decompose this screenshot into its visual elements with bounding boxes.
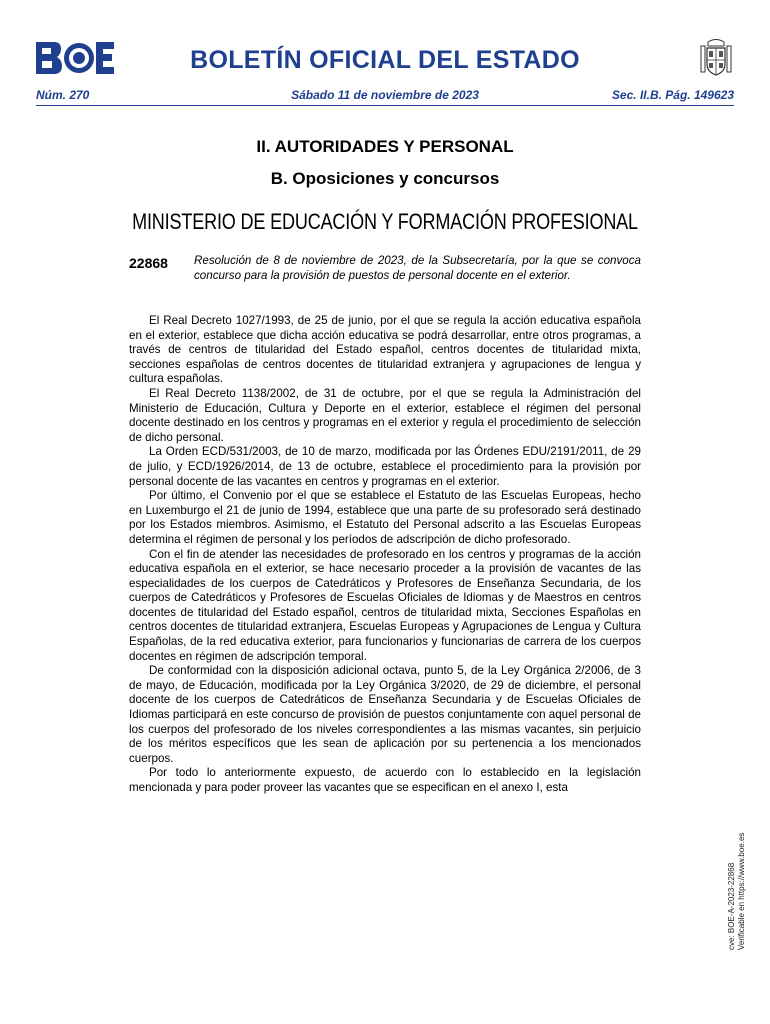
header-title: BOLETÍN OFICIAL DEL ESTADO: [190, 46, 580, 74]
issue-date: Sábado 11 de noviembre de 2023: [291, 88, 479, 102]
verify-link[interactable]: Verificable en https://www.boe.es: [737, 832, 746, 950]
document-body: [129, 314, 641, 796]
paragraph: La Orden ECD/531/2003, de 10 de marzo, modificada por las Órdenes EDU/2191/2011, de 29 de julio, y ECD/1926/2014, de 13 de octubre, establece el procedimiento para la provisión por personal docente de las vacantes en centros y programas en el exterior.: [129, 445, 641, 488]
boe-logo-icon: [36, 42, 114, 74]
paragraph: Por todo lo anteriormente expuesto, de acuerdo con lo establecido en la legislación mencionada y para poder proveer las vacantes que se especifican en el anexo I, esta: [129, 766, 641, 794]
cve-code: cve: BOE-A-2023-22868: [727, 862, 736, 950]
ministry-heading: MINISTERIO DE EDUCACIÓN Y FORMACIÓN PROFESIONAL: [132, 209, 638, 234]
issue-number: Núm. 270: [36, 88, 90, 102]
subsection-heading: B. Oposiciones y concursos: [270, 169, 500, 188]
verification-note: [727, 833, 747, 950]
paragraph: El Real Decreto 1138/2002, de 31 de octubre, por el que se regula la Administración del Ministerio de Educación, Cultura y Deporte en el exterior, establece el régimen del personal docente destinado en los centros y programas en el exterior y regula el procedimiento de selección de dicho personal.: [129, 386, 641, 444]
paragraph: Con el fin de atender las necesidades de profesorado en los centros y programas de la acción educativa española en el exterior, se hace necesario proceder a la provisión de vacantes de las especialidades de los cuerpos de Catedráticos y Profesores de Enseñanza Secundaria, de los cuerpos de Catedráticos y Profesores de Escuelas Oficiales de Idiomas y de Maestros en centros docentes de titularidad del Estado español, centros de titularidad mixta, Secciones Españolas en centros docentes de titularidad extranjera, Escuelas Europeas y Agrupaciones de Lengua y Cultura Españolas, de la red educativa exterior, para funcionarios y funcionarias de carrera de los cuerpos docentes en régimen de adscripción temporal.: [129, 547, 641, 663]
resolution-title: Resolución de 8 de noviembre de 2023, de la Subsecretaría, por la que se convoca concurso para la provisión de puestos de personal docente en el exterior.: [194, 254, 641, 282]
paragraph: De conformidad con la disposición adicional octava, punto 5, de la Ley Orgánica 2/2006, de 3 de mayo, de Educación, modificada por la Ley Orgánica 3/2020, de 29 de diciembre, el personal docente de los cuerpos de Catedráticos de Enseñanza Secundaria y de Escuelas Oficiales de Idiomas participará en este concurso de provisión de puestos conjuntamente con aquel personal de los cuerpos del profesorado de los niveles correspondientes a las mismas vacantes, sin perjuicio de los méritos específicos que les sean de aplicación por su pertenencia a los mencionados cuerpos.: [129, 664, 641, 765]
header-divider: [36, 105, 734, 106]
section-page: Sec. II.B. Pág. 149623: [611, 88, 734, 102]
paragraph: El Real Decreto 1027/1993, de 25 de junio, por el que se regula la acción educativa española en el exterior, establece que dicha acción educativa se podrá desarrollar, entre otros programas, a través de centros de titularidad del Estado español, centros docentes de titularidad mixta, secciones españolas de centros docentes de titularidad extranjera y agrupaciones de lengua y cultura españolas.: [129, 314, 641, 386]
coat-of-arms-icon: [696, 38, 736, 78]
resolution-number: 22868: [129, 255, 168, 271]
section-heading: II. AUTORIDADES Y PERSONAL: [256, 137, 514, 156]
paragraph: Por último, el Convenio por el que se establece el Estatuto de las Escuelas Europeas, hecho en Luxemburgo el 21 de junio de 1994, establece que una parte de su profesorado será destinado por los Estados miembros. Asimismo, el Estatuto del Personal adscrito a las Escuelas Europeas determina el régimen de personal y los períodos de adscripción de dicho profesorado.: [129, 489, 641, 546]
